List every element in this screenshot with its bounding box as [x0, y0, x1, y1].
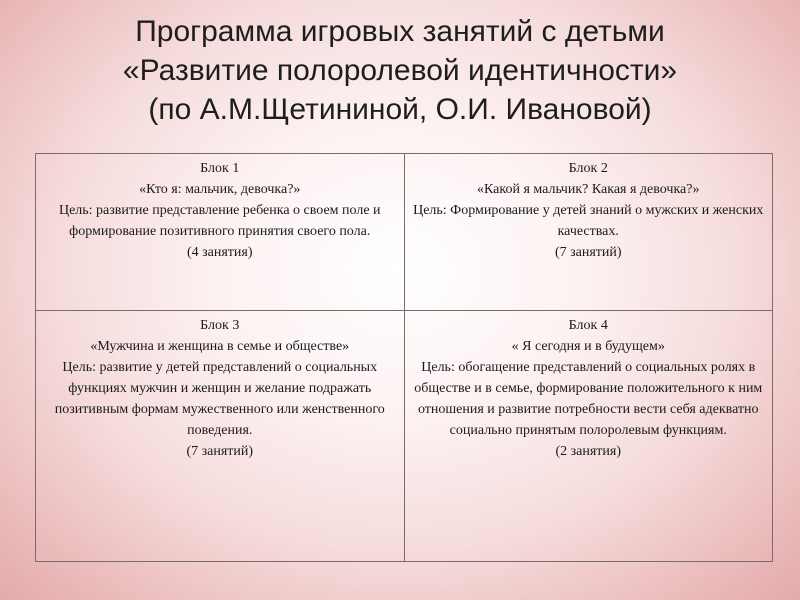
- table-row: [36, 311, 773, 562]
- block-1-name: «Кто я: мальчик, девочка?»: [139, 182, 301, 197]
- title-line-3: (по А.М.Щетининой, О.И. Ивановой): [148, 93, 652, 126]
- program-blocks-table: [35, 153, 773, 562]
- block-1-heading: Блок 1: [200, 161, 240, 176]
- block-3-sessions: (7 занятий): [186, 444, 254, 459]
- block-4-sessions: (2 занятия): [555, 444, 622, 459]
- block-1-cell: [36, 154, 405, 311]
- block-3-name: «Мужчина и женщина в семье и обществе»: [90, 339, 350, 354]
- block-4-name: « Я сегодня и в будущем»: [511, 339, 665, 354]
- block-2-cell: [404, 154, 773, 311]
- block-3-goal: Цель: развитие у детей представлений о социальных функциях мужчин и женщин и желание подражать позитивным формам мужественного или женственного поведения.: [54, 360, 385, 438]
- block-4-goal: Цель: обогащение представлений о социальных ролях в обществе и в семье, формирование положительного к ним отношения и развитие потребности вести себя адекватно социально принятым полоролевым функциям.: [414, 360, 763, 438]
- block-4-heading: Блок 4: [568, 318, 608, 333]
- block-2-name: «Какой я мальчик? Какая я девочка?»: [477, 182, 700, 197]
- table-row: [36, 154, 773, 311]
- block-2-heading: Блок 2: [568, 161, 608, 176]
- block-1-goal: Цель: развитие представление ребенка о своем поле и формирование позитивного принятия своего пола.: [58, 203, 381, 239]
- block-3-cell: [36, 311, 405, 562]
- title-line-1: Программа игровых занятий с детьми: [135, 15, 665, 48]
- block-3-heading: Блок 3: [200, 318, 240, 333]
- slide-title: [0, 12, 800, 129]
- block-1-sessions: (4 занятия): [186, 245, 253, 260]
- block-2-sessions: (7 занятий): [554, 245, 622, 260]
- block-2-goal: Цель: Формирование у детей знаний о мужских и женских качествах.: [413, 203, 764, 239]
- block-4-cell: [404, 311, 773, 562]
- title-line-2: «Развитие полоролевой идентичности»: [122, 54, 678, 87]
